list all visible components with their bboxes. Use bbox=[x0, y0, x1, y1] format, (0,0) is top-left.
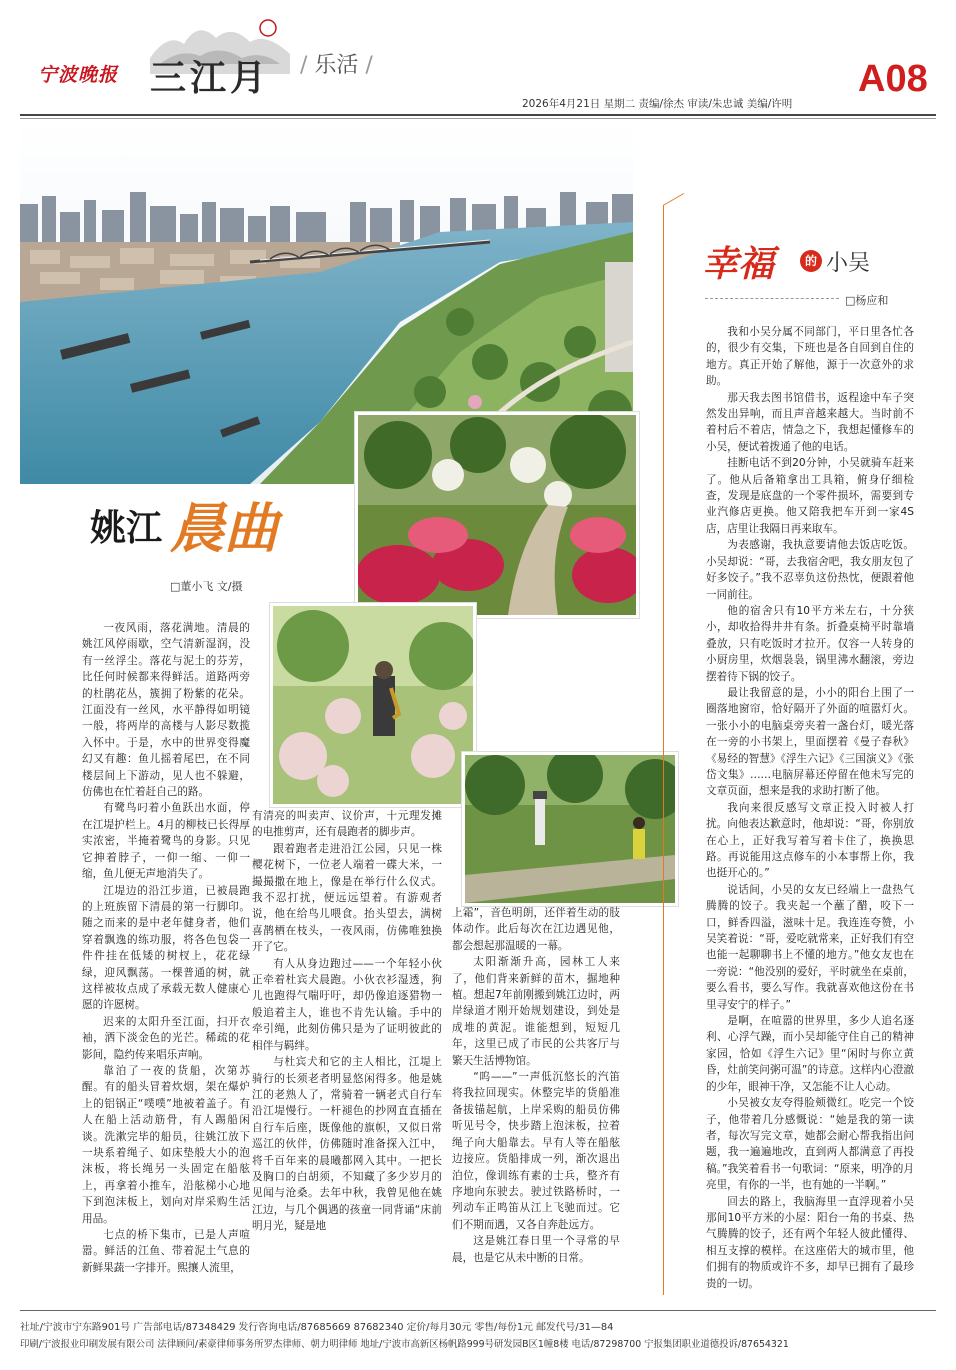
story2-paragraph: 说话间，小吴的女友已经端上一盘热气腾腾的饺子。我夹起一个蘸了醋，咬下一口，鲜香四溢，滋味十足。我连连夸赞，小吴笑着说：“哥，爱吃就常来，正好我们有空也能一起聊聊书上不懂的地方。”他女友也在一旁说：“他没别的爱好，平时就坐在桌前，要么看书，要么写作。我就喜欢他这份在书里寻安宁的样子。” bbox=[706, 883, 914, 1011]
footer-printer-line: 印刷/宁波报业印刷发展有限公司 法律顾问/素豪律师事务所罗杰律师、朝力明律师 地址/宁波市高新区杨帆路999号研发园B区1幢8楼 电话/87298700 宁报集团职业道德投诉/87654321 bbox=[20, 1339, 789, 1350]
story2-paragraph: 为表感谢，我执意要请他去饭店吃饭。小吴却说：“哥，去我宿舍吧，我女朋友包了好多饺子。”我不忍辜负这份热忱，便跟着他一同前往。 bbox=[706, 539, 914, 601]
supplement-logo: 三江月 bbox=[150, 57, 271, 99]
story1-column-a bbox=[82, 620, 250, 1276]
story1-paragraph: 上霜”，音色明朗，还伴着生动的肢体动作。此后每次在江边遇见他，都会想起那温暖的一幕。 bbox=[452, 907, 620, 952]
story1-paragraph: 江堤边的沿江步道，已被晨跑的上班族留下清晨的第一行脚印。随之而来的是中老年健身者，他们穿着飘逸的练功服，将各色包袋一件件挂在低矮的树杈上，花花绿绿，迎风飘荡。一棵普通的树，就这样被妆点成了承载无数人健康心愿的许愿树。 bbox=[82, 884, 250, 1012]
flowers-path-photo bbox=[355, 412, 639, 618]
story1-paragraph: 一夜风雨，落花满地。清晨的姚江风停雨歇，空气清新湿润，没有一丝浮尘。落花与泥土的芬芳，比任何时候都来得鲜活。道路两旁的杜鹃花丛，簇拥了粉紫的花朵。江面没有一丝风，水平静得如明镜一般，将两岸的高楼与人影尽数揽入怀中。于是，水中的世界变得魔幻又有趣：鱼儿摇着尾巴，在不同楼层间上下游动，见人也不躲避，仿佛也在忙着赶自己的路。 bbox=[82, 622, 250, 799]
story1-paragraph: 迟来的太阳升至江面，扫开衣袖，洒下淡金色的光芒。稀疏的花影间，隐约传来唱乐声响。 bbox=[82, 1015, 250, 1061]
page-number: A08 bbox=[858, 58, 928, 100]
story1-byline: □董小飞 文/摄 bbox=[170, 580, 243, 593]
story2-paragraph: 他的宿舍只有10平方米左右，十分狭小，却收拾得井井有条。折叠桌椅平时靠墙叠放，只有吃饭时才拉开。仅容一人转身的小厨房里，炊烟袅袅，锅里沸水翻滚，旁边摆着待下锅的饺子。 bbox=[706, 604, 914, 683]
footer-contact-line: 社址/宁波市宁东路901号 广告部电话/87348429 发行咨询电话/87685669 87682340 定价/每月30元 零售/每份1元 邮发代号/31—84 bbox=[20, 1322, 614, 1333]
story1-paragraph: 靠泊了一夜的货船，次第苏醒。有的船头冒着炊烟，架在爆炉上的铝锅正“噗噗”地被着盖子。有人在船上活动筋骨，有人踢船闲谈。洗漱完毕的船员，往姚江放下一块系着绳子、如床垫般大小的泡沫板，将长绳另一头固定在船舷上，再拿着小推车，沿舷梯小心地下到泡沫板上，划向对岸采购生活用品。 bbox=[82, 1064, 250, 1225]
story2-body bbox=[706, 324, 914, 1292]
story1-paragraph: “呜——”一声低沉悠长的汽笛将我拉回现实。休整完毕的货船准备拔锚起航，上岸采购的船员仿佛听见号令，快步踏上泡沫板，拉着绳子向大船靠去。早有人等在船舷边接应。货船排成一列，渐次退出泊位，像训练有素的士兵，整齐有序地向东驶去。驶过铁路桥时，一列动车正鸣笛从江上飞驰而过。它们不期而遇，又各自奔赴远方。 bbox=[452, 1071, 620, 1231]
header-rule-thin bbox=[20, 118, 936, 119]
story2-byline-rule bbox=[705, 298, 839, 299]
jogger-photo bbox=[462, 752, 678, 906]
story2-paragraph: 挂断电话不到20分钟，小吴就骑车赶来了。他从后备箱拿出工具箱，俯身仔细检查，发现是底盘的一个零件损坏，需要到专业汽修店更换。他又陪我把车开到一家4S店，店里让我隔日再来取车。 bbox=[706, 457, 914, 535]
story1-paragraph: 太阳渐渐升高，园林工人来了，他们背来新鲜的苗木，掘地种植。想起7年前刚搬到姚江边时，两岸绿道才刚开始规划建设，到处是成堆的黄泥。谁能想到，短短几年，这里已成了市民的公共客厅与繁天生活博物馆。 bbox=[452, 956, 620, 1067]
saxophone-player-photo bbox=[270, 603, 476, 807]
story1-paragraph: 这是姚江春日里一个寻常的早晨，也是它从未中断的日常。 bbox=[452, 1235, 620, 1264]
section-tag: / 乐活 / bbox=[300, 53, 373, 78]
story2-paragraph: 我向来很反感写文章正投入时被人打扰。向他表达歉意时，他却说：“哥，你别放在心上，正好我写着写着卡住了，换换思路。再说能用这点修车的小本事帮上你，我也挺开心的。” bbox=[706, 801, 914, 880]
column-divider bbox=[663, 205, 664, 1295]
newspaper-brand: 宁波晚报 bbox=[38, 64, 119, 86]
footer-rule bbox=[20, 1310, 936, 1311]
story1-paragraph: 与杜宾犬和它的主人相比，江堤上骑行的长须老者明显悠闲得多。他是姚江的老熟人了，常骑着一辆老式自行车沿江堤慢行。一杆褪色的抄网直直插在自行车后座，既像他的旗帜，又似日常巡江的伙伴，仿佛随时准备探入江中，将千百年来的晨曦都网入其中。一把长及胸口的白胡须，不知藏了多少岁月的见闻与沧桑。去年中秋，我曾见他在姚江边，与几个偶遇的孩童一同背诵“床前明月光，疑是地 bbox=[252, 1056, 442, 1233]
story2-paragraph: 回去的路上，我脑海里一直浮现着小吴那间10平方米的小屋：阳台一角的书桌、热气腾腾的饺子，还有两个年轻人彼此懂得、相互支撑的模样。在这座偌大的城市里，他们拥有的物质或许不多，却早已拥有了最珍贵的一切。 bbox=[706, 1195, 914, 1290]
story2-title-accent: 幸福 bbox=[702, 243, 775, 285]
story1-column-b bbox=[252, 808, 442, 1235]
story1-title-main: 姚江 bbox=[90, 507, 163, 549]
story1-title-accent: 晨曲 bbox=[170, 496, 278, 560]
story2-paragraph: 最让我留意的是，小小的阳台上围了一圈落地窗帘，恰好隔开了外面的喧嚣灯火。一张小小的电脑桌旁夹着一盏台灯，暖光落在一旁的小书架上，里面摆着《曼子春秋》《易经的智慧》《浮生六记》《三国演义》《张岱文集》……电脑屏幕还停留在他未写完的文章页面，想来是我的求助打断了他。 bbox=[706, 686, 914, 798]
story2-paragraph: 小吴被女友夸得脸颊微红。吃完一个饺子，他带着几分感慨说：“她是我的第一读者，每次写完文章，她都会耐心帮我指出问题，我一遍遍地改，直到两人都满意了再投稿。”我笑着看书一句歌词：“原来，明净的月亮里，有你的一半，也有她的一半啊。” bbox=[706, 1097, 914, 1192]
story2-title-main: 小吴 bbox=[826, 251, 871, 276]
section-label: 乐活 bbox=[314, 53, 359, 78]
story1-paragraph: 七点的桥下集市，已是人声喧嚣。鲜活的江鱼、带着泥土气息的新鲜果蔬一字排开。熙攘人流里， bbox=[82, 1229, 250, 1274]
story1-paragraph: 有鹭鸟叼着小鱼跃出水面，停在江堤护栏上。4月的柳枝已长得厚实浓密，半掩着鹭鸟的身影。只见它抻着脖子，一仰一缩、一仰一缩，鱼儿便无声地消失了。 bbox=[82, 802, 250, 881]
issue-meta: 2026年4月21日 星期二 责编/徐杰 审读/朱忠诚 美编/许明 bbox=[522, 98, 793, 110]
story2-byline: □杨应和 bbox=[845, 294, 889, 307]
story1-paragraph: 有清亮的叫卖声、议价声，十元理发摊的电推剪声，还有晨跑者的脚步声。 bbox=[252, 810, 442, 839]
story2-title-circle: 的 bbox=[800, 250, 822, 272]
story2-paragraph: 我和小吴分属不同部门，平日里各忙各的，很少有交集，下班也是各自回到自住的地方。真正开始了解他，源于一次意外的求助。 bbox=[706, 326, 914, 388]
story1-paragraph: 跟着跑者走进沿江公园，只见一株樱花树下，一位老人端着一碟大米，一撮撮撒在地上，像是在举行什么仪式。我不忍打扰，便远远望着。有游观者说，他在给鸟儿喂食。抬头望去，满树喜鹊栖在枝头，一夜风雨，仿佛唯独换开了它。 bbox=[252, 842, 442, 954]
story2-paragraph: 是啊，在喧嚣的世界里，多少人追名逐利、心浮气躁，而小吴却能守住自己的精神家园，恰如《浮生六记》里“闲时与你立黄昏，灶前笑问粥可温”的诗意。这样内心澄澈的少年，眼神干净，又怎能不让人心动。 bbox=[706, 1015, 914, 1093]
column-divider-accent bbox=[663, 193, 684, 206]
story2-paragraph: 那天我去图书馆借书，返程途中车子突然发出异响，而且声音越来越大。当时前不着村后不着店，情急之下，我想起懂修车的小吴，便试着拨通了他的电话。 bbox=[706, 391, 914, 453]
story1-paragraph: 有人从身边跑过——一个年轻小伙正牵着杜宾犬晨跑。小伙衣衫湿透，狗儿也跑得气喘吁吁，却仍像追逐猎物一般追着主人，谁也不肯先认输。手中的牵引绳，此刻仿佛只是为了证明彼此的相伴与羁绊。 bbox=[252, 957, 442, 1052]
header-rule bbox=[20, 114, 936, 116]
story1-column-c bbox=[452, 905, 620, 1266]
